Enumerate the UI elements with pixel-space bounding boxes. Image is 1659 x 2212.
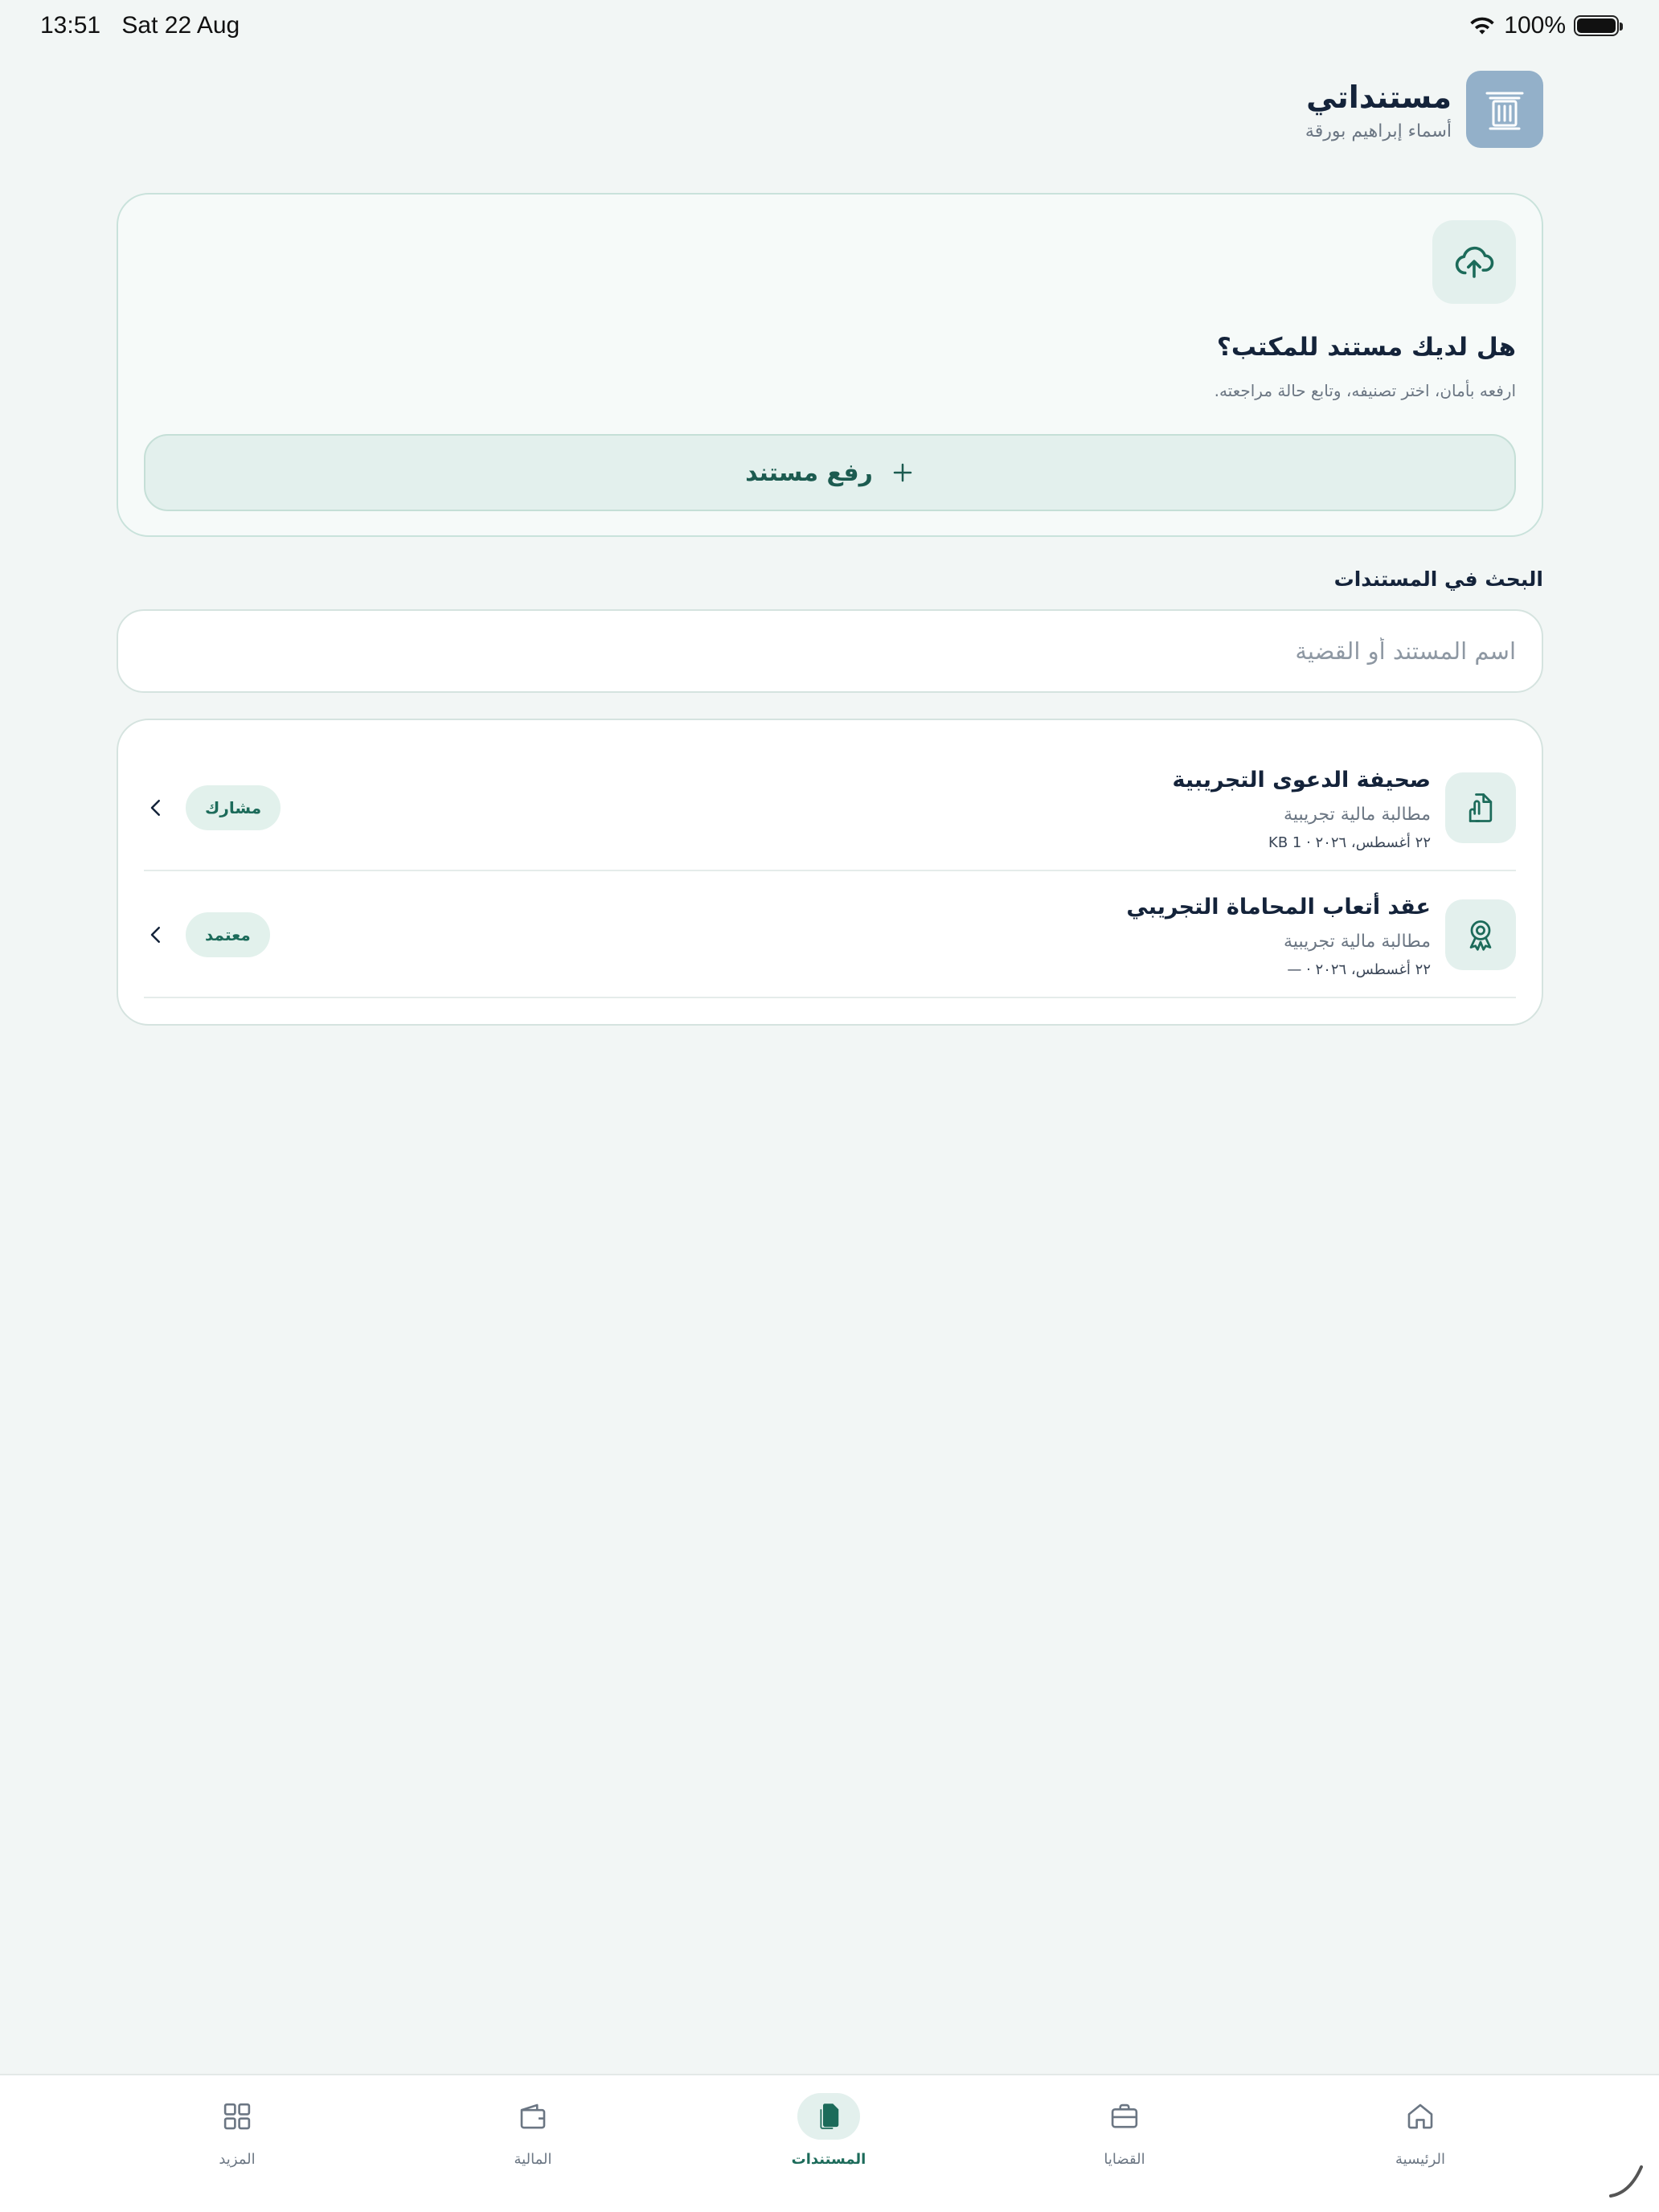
document-meta: ٢٢ أغسطس، ٢٠٢٦ · — <box>1287 961 1431 978</box>
search-input[interactable] <box>117 609 1543 693</box>
upload-document-button[interactable] <box>144 434 1516 511</box>
document-info <box>281 764 1431 851</box>
document-info <box>270 891 1431 978</box>
chevron-left-icon[interactable] <box>144 923 168 947</box>
briefcase-icon <box>1093 2093 1156 2140</box>
document-row-end <box>144 785 281 830</box>
tab-label: الرئيسية <box>1395 2151 1445 2168</box>
page-header <box>117 71 1543 148</box>
award-ribbon-icon <box>1445 899 1516 970</box>
tab-label: القضايا <box>1104 2151 1145 2168</box>
tab-label: المزيد <box>219 2151 256 2168</box>
wallet-icon <box>502 2093 564 2140</box>
tab-home[interactable] <box>1340 2093 1501 2181</box>
grid-icon <box>206 2093 268 2140</box>
document-case: مطالبة مالية تجريبية <box>1284 805 1431 825</box>
document-title: صحيفة الدعوى التجريبية <box>1172 768 1431 793</box>
upload-card <box>117 193 1543 537</box>
tab-label: المالية <box>514 2151 552 2168</box>
battery-percent: 100% <box>1504 12 1566 39</box>
plus-icon <box>891 461 915 485</box>
documents-icon <box>797 2093 860 2140</box>
building-columns-icon <box>1466 71 1543 148</box>
status-left <box>40 12 254 39</box>
tab-more[interactable] <box>157 2093 317 2181</box>
status-badge: معتمد <box>186 912 270 957</box>
wifi-icon <box>1469 15 1496 36</box>
status-date: Sat 22 Aug <box>121 12 240 39</box>
user-name: أسماء إبراهيم بورقة <box>1305 121 1452 141</box>
upload-subtitle: ارفعه بأمان، اختر تصنيفه، وتابع حالة مراجعته. <box>1214 381 1516 400</box>
home-icon <box>1389 2093 1452 2140</box>
status-right <box>1469 12 1619 39</box>
chevron-left-icon[interactable] <box>144 796 168 820</box>
page-title: مستنداتي <box>1306 79 1452 115</box>
status-badge: مشارك <box>186 785 281 830</box>
document-case: مطالبة مالية تجريبية <box>1284 932 1431 952</box>
document-row[interactable] <box>144 873 1516 998</box>
document-row[interactable] <box>144 746 1516 871</box>
document-hand-icon <box>1445 772 1516 843</box>
status-bar <box>0 0 1659 51</box>
cloud-upload-icon <box>1432 220 1516 304</box>
upload-title: هل لديك مستند للمكتب؟ <box>1216 333 1516 362</box>
tab-documents[interactable] <box>748 2093 909 2181</box>
tab-finance[interactable] <box>453 2093 613 2181</box>
status-time: 13:51 <box>40 12 101 39</box>
document-row-end <box>144 912 270 957</box>
tab-label: المستندات <box>791 2151 866 2168</box>
document-title: عقد أتعاب المحاماة التجريبي <box>1126 895 1431 920</box>
resize-handle-icon <box>1606 2161 1646 2201</box>
document-meta: ٢٢ أغسطس، ٢٠٢٦ · 1 KB <box>1268 834 1431 851</box>
bottom-tab-bar <box>0 2074 1659 2212</box>
upload-button-label: رفع مستند <box>745 458 873 487</box>
header-text <box>1305 78 1452 141</box>
tab-cases[interactable] <box>1044 2093 1205 2181</box>
battery-icon <box>1574 15 1619 36</box>
documents-list <box>117 719 1543 1026</box>
search-label: البحث في المستندات <box>1333 567 1543 591</box>
